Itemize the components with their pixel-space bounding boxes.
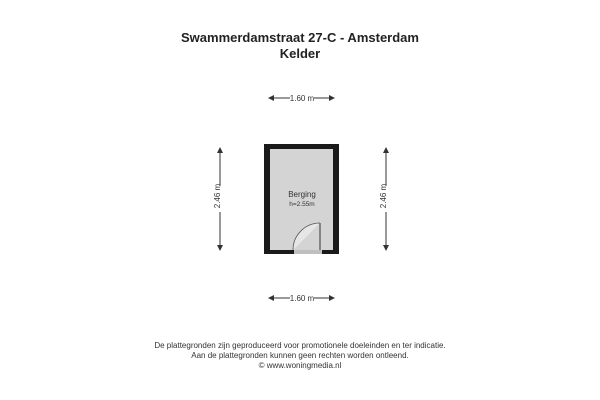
room-height-label: h=2.55m <box>289 201 315 208</box>
dimension-top-width <box>269 94 334 103</box>
disclaimer <box>0 341 600 371</box>
dimension-right-height <box>379 148 388 250</box>
room-name-label: Berging <box>288 190 316 199</box>
dimension-right-height-label: 2.46 m <box>379 183 388 209</box>
disclaimer-line-1: De plattegronden zijn geproduceerd voor promotionele doeleinden en ter indicatie. <box>154 341 446 350</box>
plan-floor-title: Kelder <box>279 46 321 61</box>
dimension-left-height-label: 2.46 m <box>213 183 222 209</box>
disclaimer-line-2: Aan de plattegronden kunnen geen rechten worden ontleend. <box>191 351 409 360</box>
dimension-bottom-width <box>269 294 334 303</box>
dimension-left-height <box>213 148 222 250</box>
copyright-line: © www.woningmedia.nl <box>258 361 342 370</box>
dimension-top-width-label: 1.60 m <box>289 94 315 103</box>
dimension-bottom-width-label: 1.60 m <box>289 294 315 303</box>
plan-address-title: Swammerdamstraat 27-C - Amsterdam <box>181 30 419 45</box>
